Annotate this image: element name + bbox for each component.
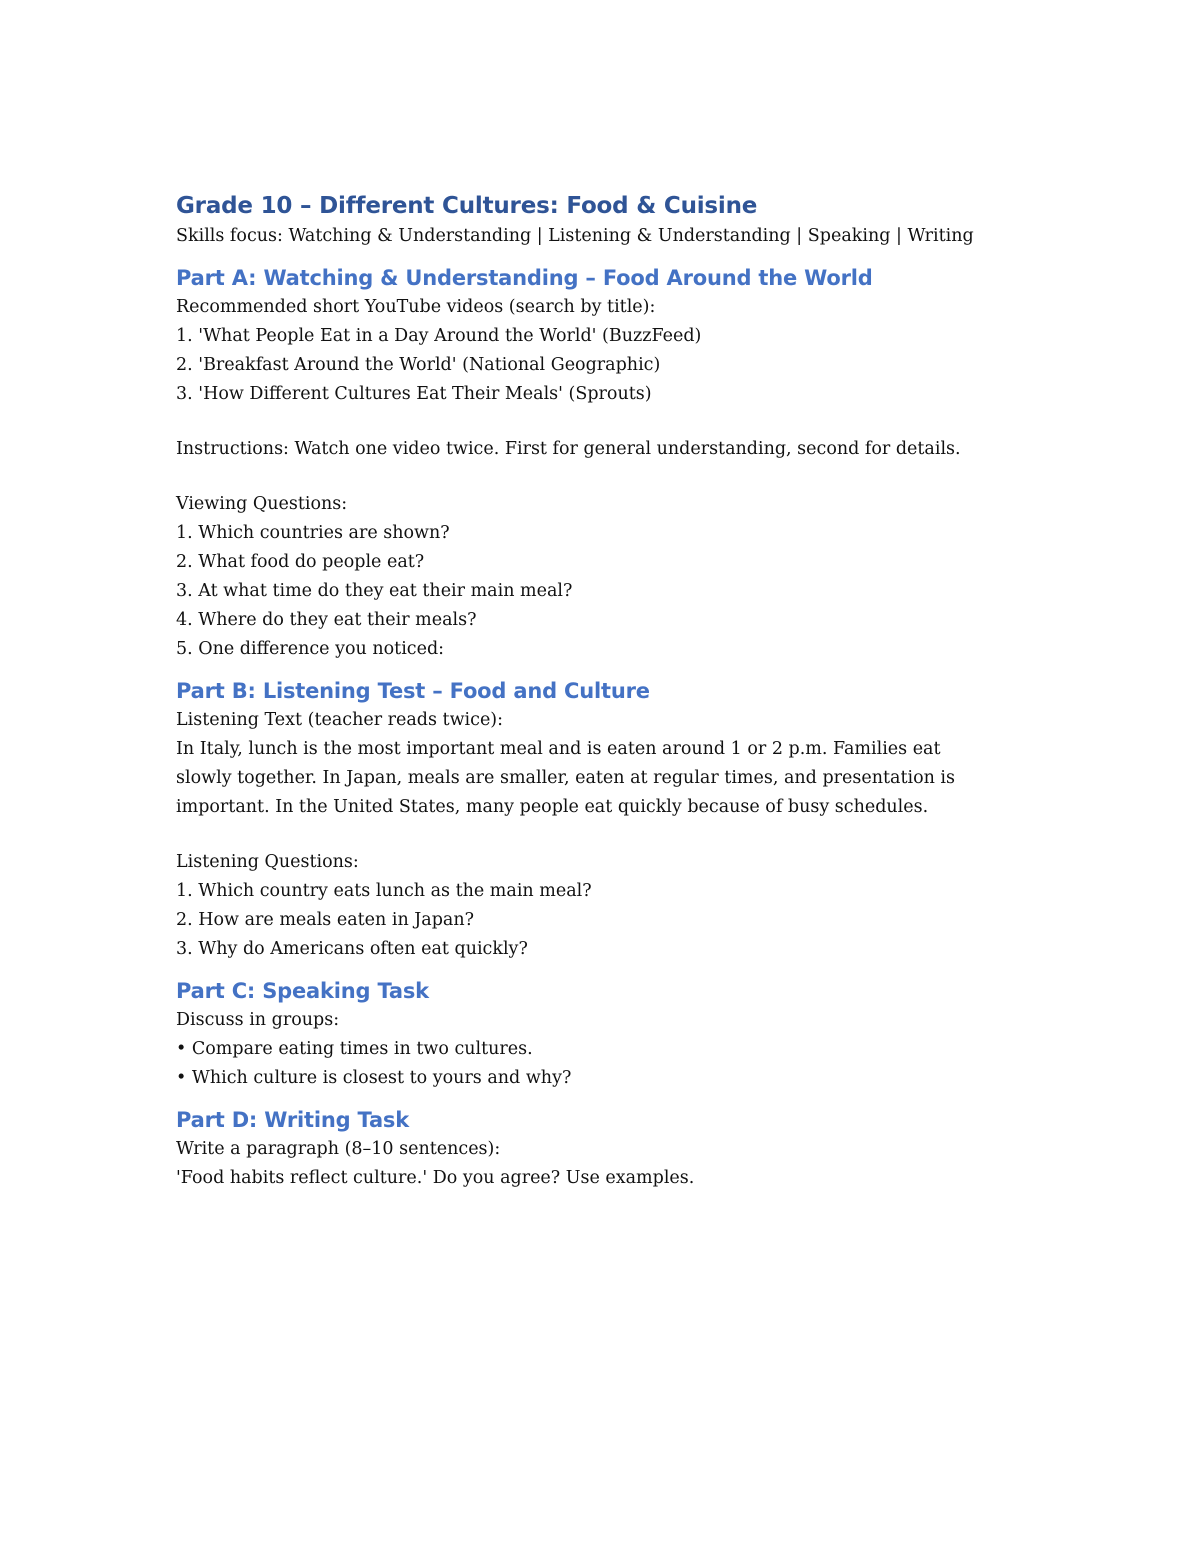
viewing-question: 4. Where do they eat their meals?: [176, 610, 477, 630]
part-b-heading: Part B: Listening Test – Food and Culture: [176, 679, 650, 703]
part-a-intro: Recommended short YouTube videos (search by title):: [176, 297, 656, 317]
listening-text-line: In Italy, lunch is the most important meal and is eaten around 1 or 2 p.m. Families eat: [176, 739, 941, 759]
document-title: Grade 10 – Different Cultures: Food & Cuisine: [176, 193, 758, 219]
part-d-intro: Write a paragraph (8–10 sentences):: [176, 1139, 501, 1159]
listening-question: 1. Which country eats lunch as the main meal?: [176, 881, 592, 901]
listening-text-line: slowly together. In Japan, meals are smaller, eaten at regular times, and presentation is: [176, 768, 956, 788]
speaking-bullet: • Compare eating times in two cultures.: [176, 1039, 533, 1059]
part-c-section: [176, 976, 1076, 1093]
video-list-item: 3. 'How Different Cultures Eat Their Meals' (Sprouts): [176, 384, 652, 404]
listening-question: 3. Why do Americans often eat quickly?: [176, 939, 528, 959]
part-c-intro: Discuss in groups:: [176, 1010, 340, 1030]
viewing-question: 5. One difference you noticed:: [176, 639, 445, 659]
listening-text-label: Listening Text (teacher reads twice):: [176, 710, 504, 730]
part-a-section: [176, 263, 1076, 664]
part-d-section: [176, 1105, 1076, 1193]
viewing-question: 2. What food do people eat?: [176, 552, 425, 572]
part-a-instructions: Instructions: Watch one video twice. First for general understanding, second for details.: [176, 439, 961, 459]
part-d-heading: Part D: Writing Task: [176, 1108, 409, 1132]
listening-text-line: important. In the United States, many people eat quickly because of busy schedules.: [176, 797, 929, 817]
video-list-item: 2. 'Breakfast Around the World' (National Geographic): [176, 355, 661, 375]
viewing-questions-label: Viewing Questions:: [176, 494, 348, 514]
document-page: [176, 190, 1076, 1193]
viewing-question: 1. Which countries are shown?: [176, 523, 450, 543]
part-c-heading: Part C: Speaking Task: [176, 979, 429, 1003]
writing-prompt: 'Food habits reflect culture.' Do you agree? Use examples.: [176, 1168, 695, 1188]
part-b-section: [176, 676, 1076, 964]
listening-questions-label: Listening Questions:: [176, 852, 359, 872]
skills-focus-line: Skills focus: Watching & Understanding | Listening & Understanding | Speaking | Writing: [176, 226, 974, 246]
viewing-question: 3. At what time do they eat their main meal?: [176, 581, 573, 601]
video-list-item: 1. 'What People Eat in a Day Around the World' (BuzzFeed): [176, 326, 702, 346]
listening-question: 2. How are meals eaten in Japan?: [176, 910, 475, 930]
speaking-bullet: • Which culture is closest to yours and why?: [176, 1068, 572, 1088]
part-a-heading: Part A: Watching & Understanding – Food Around the World: [176, 266, 873, 290]
